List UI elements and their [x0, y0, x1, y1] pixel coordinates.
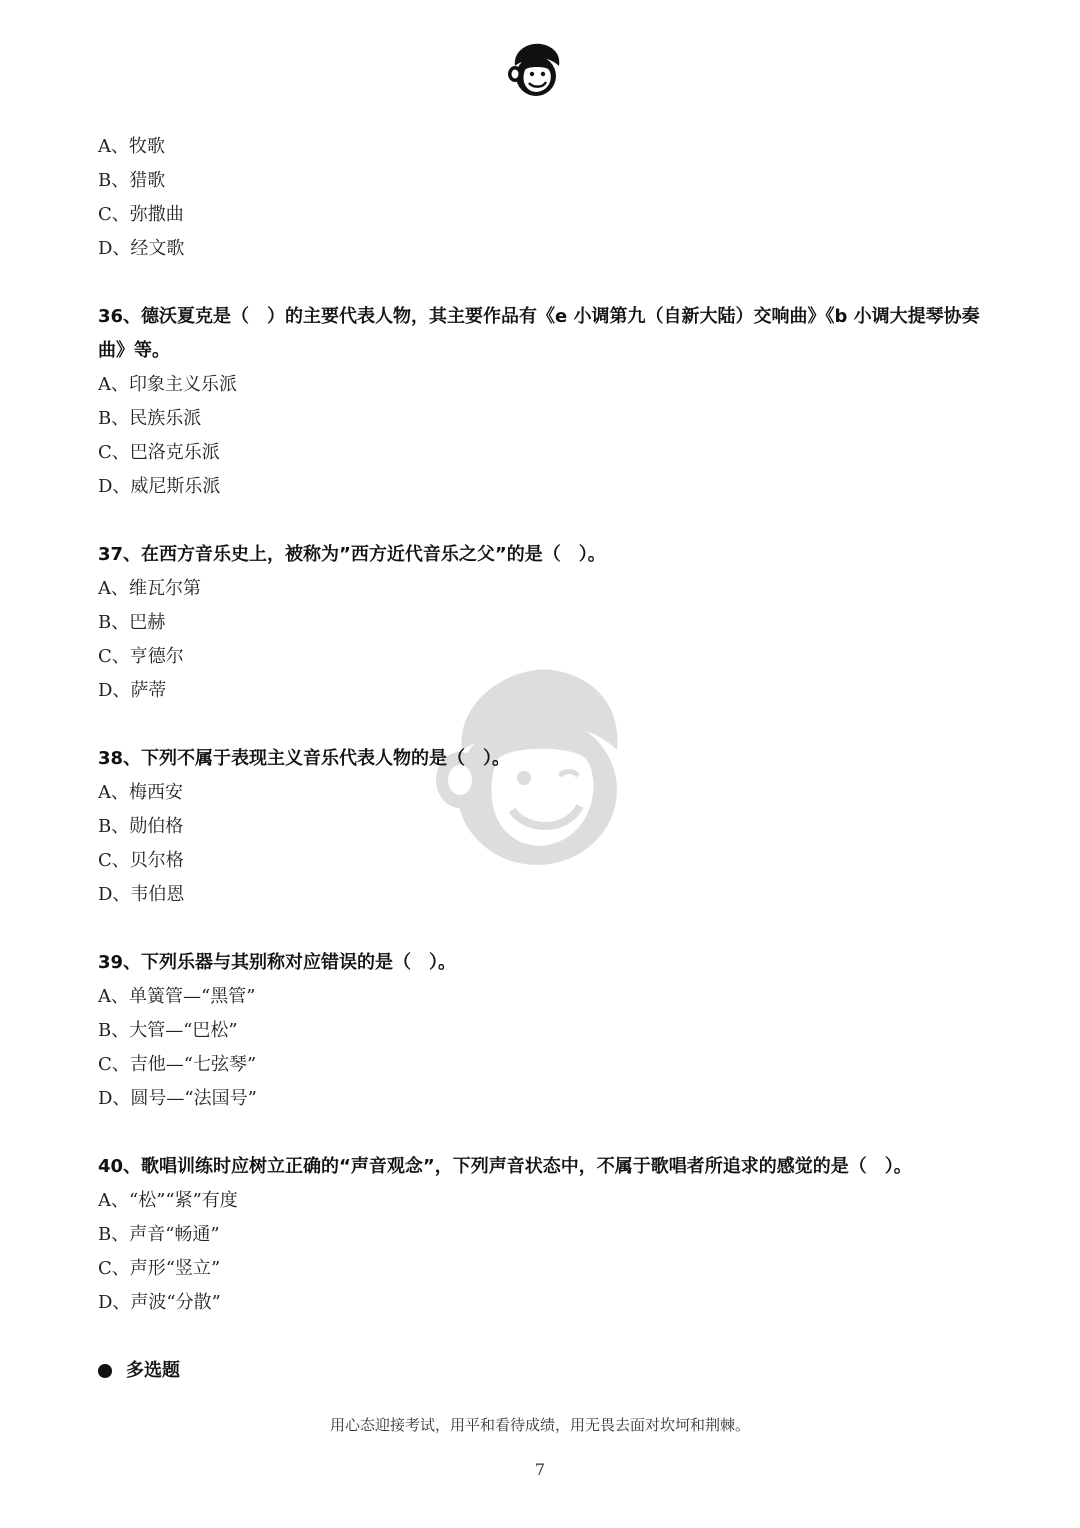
monkey-mascot-icon	[505, 40, 567, 100]
option-a: A、“松”“紧”有度	[98, 1190, 238, 1211]
option-a: A、印象主义乐派	[98, 374, 237, 395]
option-a: A、维瓦尔第	[98, 578, 201, 599]
footer-motto: 用心态迎接考试，用平和看待成绩，用无畏去面对坎坷和荆棘。	[329, 1416, 750, 1434]
option-d: D、威尼斯乐派	[98, 476, 221, 497]
question-36	[98, 300, 998, 504]
option-b: B、猎歌	[98, 170, 166, 191]
section-title: 多选题	[126, 1360, 180, 1381]
question-39	[98, 946, 998, 1116]
option-b: B、大管—“巴松”	[98, 1020, 238, 1041]
bullet-icon	[98, 1364, 112, 1378]
option-d: D、经文歌	[98, 238, 185, 259]
option-a: A、单簧管—“黑管”	[98, 986, 256, 1007]
question-stem: 39、下列乐器与其别称对应错误的是（ ）。	[98, 952, 457, 973]
option-c: C、声形“竖立”	[98, 1258, 221, 1279]
question-37	[98, 538, 998, 708]
question-stem: 38、下列不属于表现主义音乐代表人物的是（ ）。	[98, 748, 511, 769]
option-d: D、韦伯恩	[98, 884, 185, 905]
option-c: C、弥撒曲	[98, 204, 184, 225]
intro-options	[98, 130, 998, 266]
question-40	[98, 1150, 998, 1320]
option-a: A、牧歌	[98, 136, 165, 157]
option-c: C、巴洛克乐派	[98, 442, 220, 463]
option-c: C、吉他—“七弦琴”	[98, 1054, 257, 1075]
option-d: D、萨蒂	[98, 680, 167, 701]
option-a: A、梅西安	[98, 782, 183, 803]
question-38	[98, 742, 998, 912]
option-b: B、巴赫	[98, 612, 166, 633]
question-content	[98, 130, 998, 1320]
question-stem: 40、歌唱训练时应树立正确的“声音观念”，下列声音状态中，不属于歌唱者所追求的感觉的是（ ）。	[98, 1156, 912, 1177]
option-b: B、声音“畅通”	[98, 1224, 220, 1245]
option-d: D、圆号—“法国号”	[98, 1088, 257, 1109]
page-number: 7	[534, 1460, 546, 1479]
question-stem: 36、德沃夏克是（ ）的主要代表人物，其主要作品有《e 小调第九（自新大陆）交响曲》《b 小调大提琴协奏曲》等。	[98, 306, 980, 361]
option-d: D、声波“分散”	[98, 1292, 221, 1313]
question-stem: 37、在西方音乐史上，被称为”西方近代音乐之父”的是（ ）。	[98, 544, 606, 565]
option-c: C、贝尔格	[98, 850, 184, 871]
option-b: B、勋伯格	[98, 816, 184, 837]
option-c: C、亨德尔	[98, 646, 184, 667]
section-heading	[98, 1354, 180, 1388]
option-b: B、民族乐派	[98, 408, 202, 429]
